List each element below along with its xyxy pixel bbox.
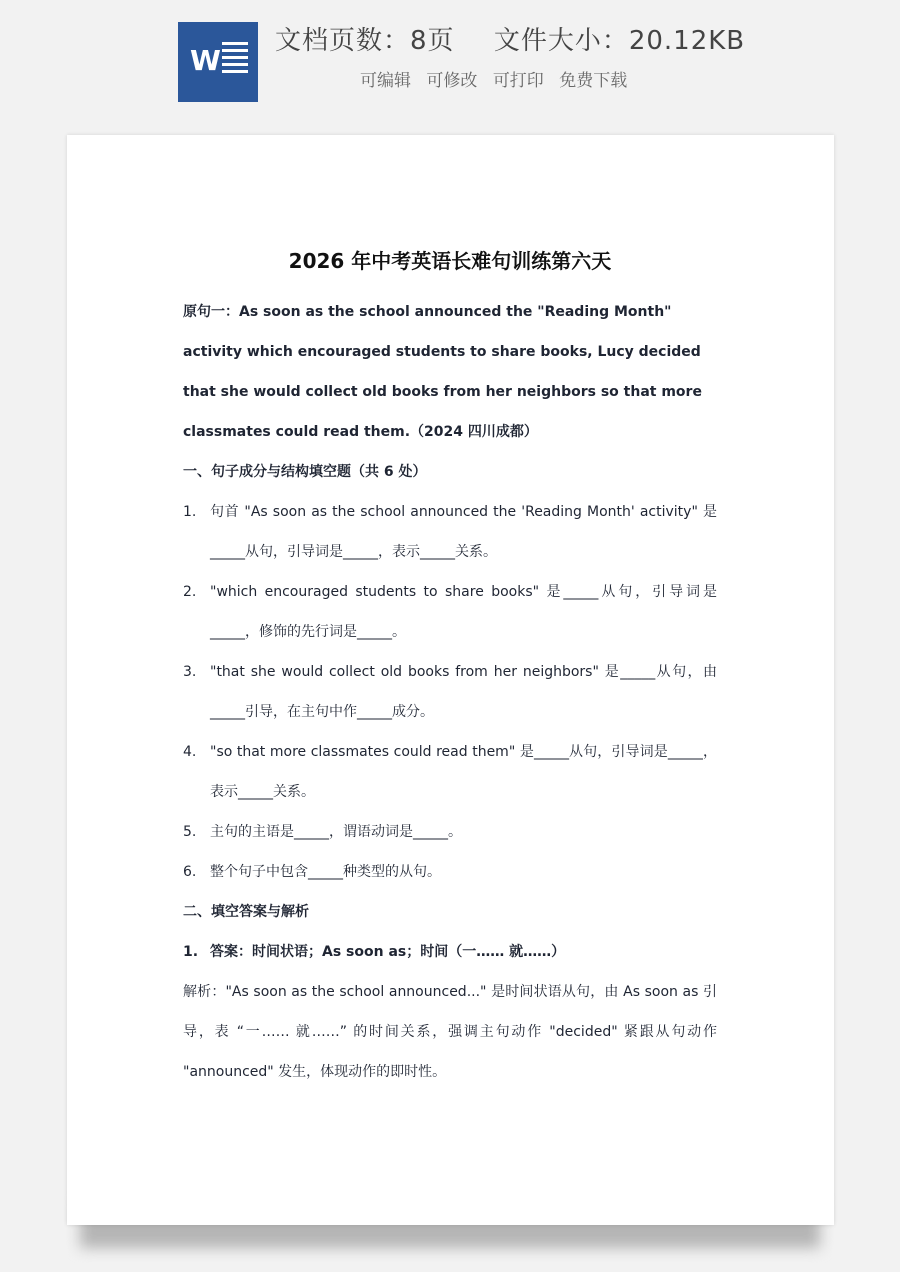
- document-title: 2026 年中考英语长难句训练第六天: [288, 249, 612, 273]
- document-content: [183, 245, 717, 1092]
- section-2-heading: 二、填空答案与解析: [183, 904, 309, 920]
- feature-list: [360, 66, 637, 91]
- page-count: 文档页数：8页: [275, 26, 455, 56]
- document-lines-icon: [222, 42, 248, 82]
- question-number: 5.: [183, 824, 197, 840]
- document-page: [67, 135, 834, 1225]
- question-number: 3.: [183, 664, 197, 680]
- question-item: [183, 652, 717, 732]
- answer-text: 答案：时间状语；As soon as；时间（一…… 就……）: [210, 944, 566, 960]
- question-number: 2.: [183, 584, 197, 600]
- question-text: "which encouraged students to share books" 是_____从句，引导词是_____，修饰的先行词是_____。: [210, 584, 717, 640]
- word-icon-letter: W: [190, 44, 221, 77]
- question-item: [183, 732, 717, 812]
- section-1-heading: 一、句子成分与结构填空题（共 6 处）: [183, 464, 427, 480]
- question-number: 6.: [183, 864, 197, 880]
- question-item: [183, 852, 717, 892]
- feature-modifiable: 可修改: [426, 71, 478, 91]
- question-item: [183, 572, 717, 652]
- answer-item: [183, 932, 717, 972]
- question-item: [183, 492, 717, 572]
- question-text: 句首 "As soon as the school announced the 'Reading Month' activity" 是_____从句，引导词是_____，表示_____关系。: [210, 504, 717, 560]
- feature-editable: 可编辑: [360, 71, 411, 91]
- word-document-icon: [178, 22, 258, 102]
- feature-free-download: 免费下载: [559, 71, 628, 91]
- question-number: 1.: [183, 504, 197, 520]
- file-meta: [275, 20, 775, 57]
- question-text: 整个句子中包含_____种类型的从句。: [210, 864, 441, 880]
- answer-number: 1.: [183, 944, 199, 960]
- feature-printable: 可打印: [492, 71, 544, 91]
- download-header: [0, 0, 900, 120]
- question-text: "that she would collect old books from her neighbors" 是_____从句，由_____引导，在主句中作_____成分。: [210, 664, 717, 720]
- file-size: 文件大小：20.12KB: [493, 26, 746, 56]
- question-text: "so that more classmates could read them" 是_____从句，引导词是_____，表示_____关系。: [210, 744, 717, 800]
- question-text: 主句的主语是_____，谓语动词是_____。: [210, 824, 462, 840]
- question-number: 4.: [183, 744, 197, 760]
- original-sentence: 原句一：As soon as the school announced the "Reading Month" activity which encouraged students to share books, Lucy decided that she would collect old books from her neighbors so that more classmates could read them.（2024 四川成都）: [183, 304, 702, 440]
- question-item: [183, 812, 717, 852]
- analysis-paragraph: 解析："As soon as the school announced..." 是时间状语从句，由 As soon as 引导，表 “一…… 就……” 的时间关系，强调主句动作 "decided" 紧跟从句动作 "announced" 发生，体现动作的即时性。: [183, 984, 717, 1080]
